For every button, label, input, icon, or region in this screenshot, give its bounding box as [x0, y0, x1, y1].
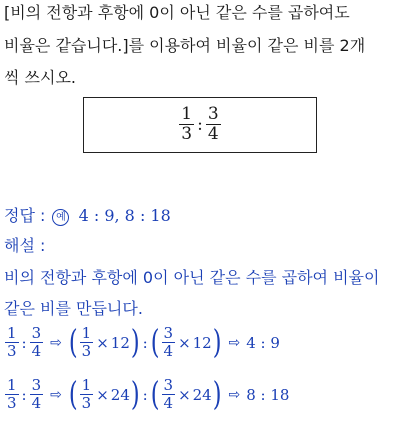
fraction-denominator: 3: [7, 342, 17, 361]
open-paren: (: [68, 375, 78, 414]
row-fraction: [5, 326, 19, 359]
explanation-line-1: 비의 전항과 후항에 0이 아닌 같은 수를 곱하여 비율이: [4, 268, 380, 287]
fraction-denominator: 3: [181, 124, 193, 145]
fraction-numerator: 1: [7, 376, 17, 395]
row-fraction: [80, 326, 94, 359]
fraction-numerator: 1: [181, 104, 193, 125]
multiplier: 12: [192, 334, 212, 352]
right-arrow-icon: ⇨: [50, 335, 62, 351]
fraction-denominator: 3: [81, 342, 92, 361]
close-paren: ): [212, 323, 222, 362]
multiplier: 24: [192, 386, 212, 404]
given-ratio: [84, 98, 316, 152]
answer-text: 4 : 9, 8 : 18: [78, 206, 171, 225]
fraction-denominator: 4: [31, 394, 42, 413]
times-sign: ×: [96, 386, 109, 404]
fraction-denominator: 3: [81, 394, 92, 413]
answer-line: [4, 206, 171, 226]
fraction-denominator: 4: [163, 394, 174, 413]
row-fraction: [30, 326, 44, 359]
ratio-second-fraction: [206, 106, 221, 144]
calculation-row-1: [4, 320, 280, 366]
multiplier: 12: [110, 334, 130, 352]
fraction-numerator: 3: [163, 324, 174, 343]
given-ratio-box: [83, 97, 317, 153]
ratio-colon: :: [142, 386, 148, 404]
ratio-colon: :: [21, 386, 27, 404]
fraction-numerator: 1: [7, 324, 17, 343]
explanation-line-2: 같은 비를 만듭니다.: [4, 299, 143, 318]
row-result: 4 : 9: [246, 334, 280, 352]
row-fraction: [80, 378, 94, 411]
fraction-denominator: 4: [31, 342, 42, 361]
fraction-numerator: 3: [163, 376, 174, 395]
fraction-numerator: 1: [81, 324, 92, 343]
times-sign: ×: [96, 334, 109, 352]
row-fraction: [30, 378, 44, 411]
ratio-colon: :: [197, 115, 203, 135]
right-arrow-icon: ⇨: [228, 387, 241, 403]
multiplier: 24: [110, 386, 130, 404]
ratio-colon: :: [21, 334, 27, 352]
explanation-label: 해설 :: [4, 236, 46, 255]
fraction-denominator: 4: [207, 124, 219, 145]
question-line-3: 씩 쓰시오.: [4, 68, 76, 87]
open-paren: (: [150, 323, 160, 362]
times-sign: ×: [178, 386, 191, 404]
fraction-numerator: 3: [207, 104, 219, 125]
times-sign: ×: [178, 334, 191, 352]
right-arrow-icon: ⇨: [50, 387, 62, 403]
answer-label: 정답 :: [4, 206, 46, 225]
fraction-denominator: 3: [7, 394, 17, 413]
row-fraction: [5, 378, 19, 411]
close-paren: ): [130, 323, 140, 362]
example-mark-icon: 예: [52, 209, 69, 226]
fraction-denominator: 4: [163, 342, 174, 361]
row-fraction: [162, 326, 176, 359]
calculation-row-2: [4, 372, 289, 418]
right-arrow-icon: ⇨: [228, 335, 241, 351]
fraction-numerator: 1: [81, 376, 92, 395]
row-fraction: [162, 378, 176, 411]
row-result: 8 : 18: [246, 386, 290, 404]
ratio-first-fraction: [179, 106, 194, 144]
question-line-1: [비의 전항과 후항에 0이 아닌 같은 수를 곱하여도: [4, 3, 350, 22]
open-paren: (: [150, 375, 160, 414]
question-line-2: 비율은 같습니다.]를 이용하여 비율이 같은 비를 2개: [4, 36, 366, 55]
ratio-colon: :: [142, 334, 148, 352]
fraction-numerator: 3: [31, 376, 42, 395]
open-paren: (: [68, 323, 78, 362]
close-paren: ): [212, 375, 222, 414]
close-paren: ): [130, 375, 140, 414]
fraction-numerator: 3: [31, 324, 42, 343]
